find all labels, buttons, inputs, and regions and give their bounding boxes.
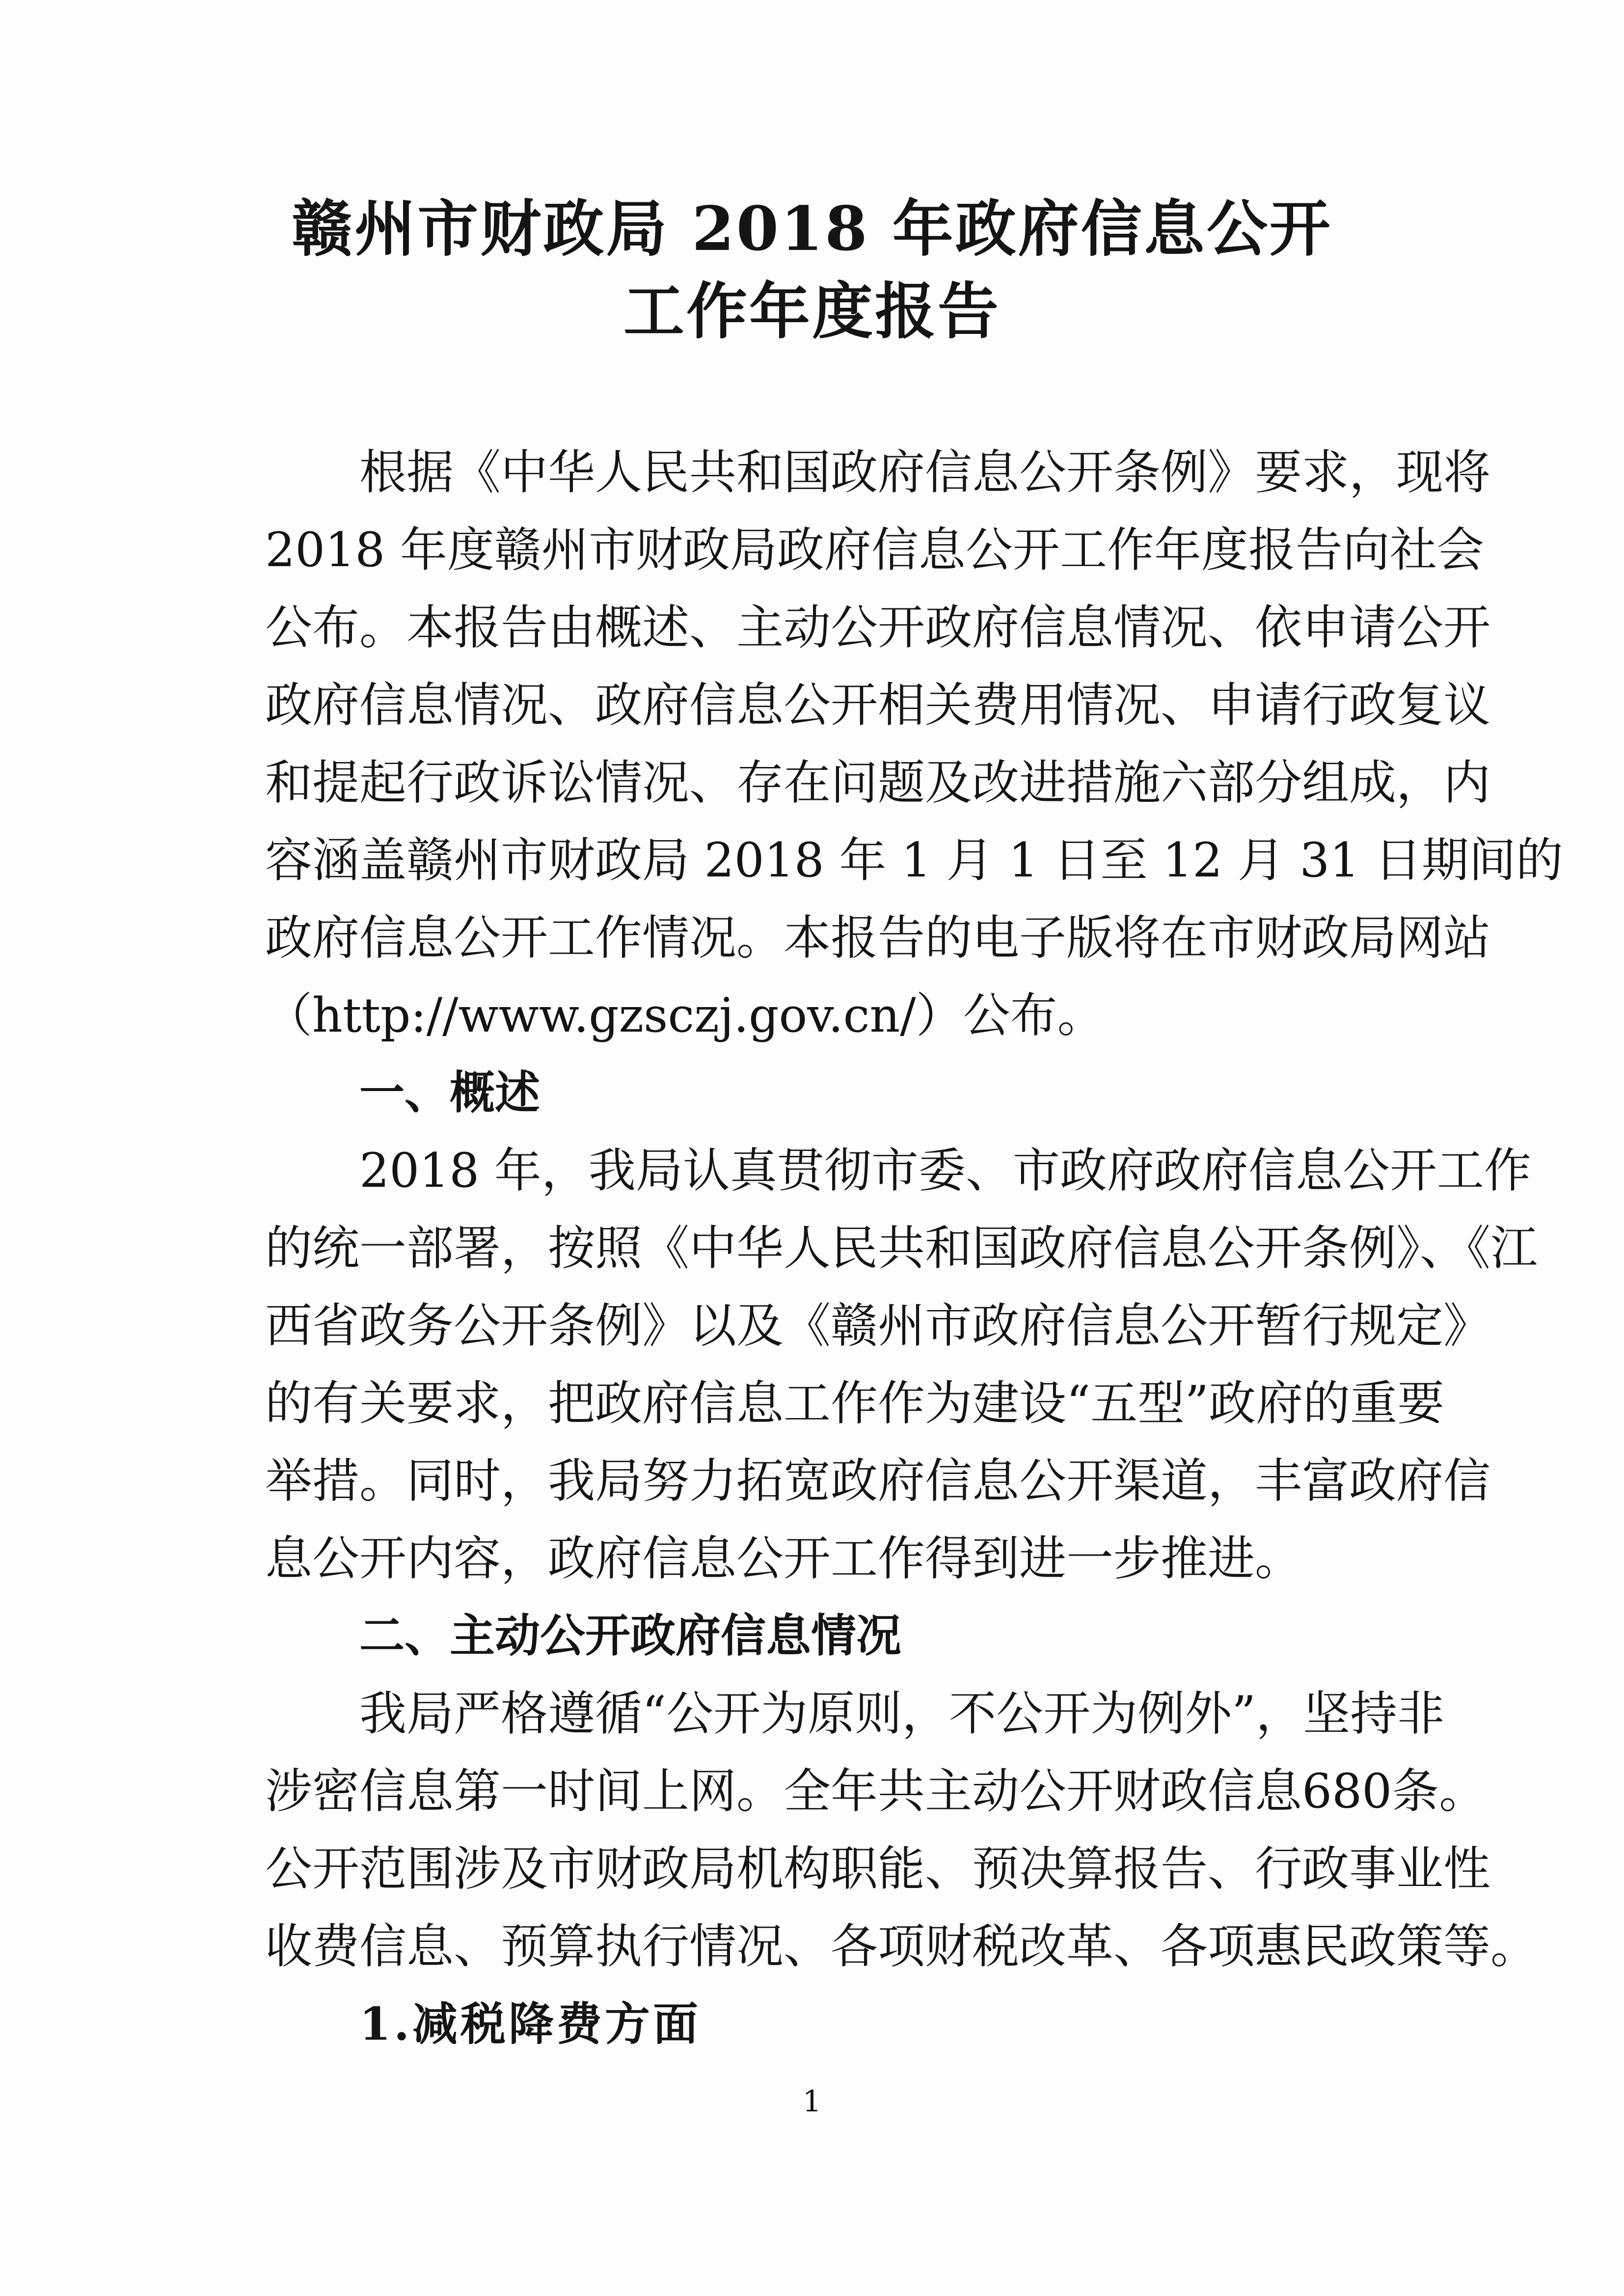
section-2-heading: 二、主动公开政府信息情况 xyxy=(359,1610,902,1662)
section-1-line-4: 的有关要求，把政府信息工作作为建设“五型”政府的重要 xyxy=(265,1376,1445,1431)
intro-line-6: 容涵盖赣州市财政局 2018 年 1 月 1 日至 12 月 31 日期间的 xyxy=(265,833,1563,888)
section-2-line-2: 涉密信息第一时间上网。全年共主动公开财政信息680条。 xyxy=(265,1764,1487,1819)
document-title-line-1: 赣州市财政局 2018 年政府信息公开 xyxy=(292,193,1332,265)
section-1-line-2: 的统一部署，按照《中华人民共和国政府信息公开条例》、《江 xyxy=(265,1221,1538,1276)
subsection-1-heading: 1.减税降费方面 xyxy=(359,1997,702,2050)
intro-line-4: 政府信息情况、政府信息公开相关费用情况、申请行政复议 xyxy=(265,678,1490,733)
section-2-line-4: 收费信息、预算执行情况、各项财税改革、各项惠民政策等。 xyxy=(265,1919,1538,1974)
page-number: 1 xyxy=(802,2084,822,2119)
intro-line-5: 和提起行政诉讼情况、存在问题及改进措施六部分组成，内 xyxy=(265,755,1490,810)
intro-line-1: 根据《中华人民共和国政府信息公开条例》要求，现将 xyxy=(359,445,1490,500)
section-1-heading: 一、概述 xyxy=(359,1066,541,1119)
section-2-line-1: 我局严格遵循“公开为原则，不公开为例外”，坚持非 xyxy=(359,1686,1445,1741)
section-1-line-6: 息公开内容，政府信息公开工作得到进一步推进。 xyxy=(265,1531,1302,1586)
section-1-line-3: 西省政务公开条例》以及《赣州市政府信息公开暂行规定》 xyxy=(265,1298,1490,1353)
section-1-line-1: 2018 年，我局认真贯彻市委、市政府政府信息公开工作 xyxy=(359,1143,1531,1198)
intro-line-2: 2018 年度赣州市财政局政府信息公开工作年度报告向社会 xyxy=(265,522,1484,577)
section-2-line-3: 公开范围涉及市财政局机构职能、预决算报告、行政事业性 xyxy=(265,1841,1490,1896)
document-title-line-2: 工作年度报告 xyxy=(623,276,1001,347)
intro-line-7: 政府信息公开工作情况。本报告的电子版将在市财政局网站 xyxy=(265,910,1490,965)
intro-line-8: （http://www.gzsczj.gov.cn/）公布。 xyxy=(265,988,1105,1043)
section-1-line-5: 举措。同时，我局努力拓宽政府信息公开渠道，丰富政府信 xyxy=(265,1453,1490,1508)
intro-line-3: 公布。本报告由概述、主动公开政府信息情况、依申请公开 xyxy=(265,600,1490,655)
